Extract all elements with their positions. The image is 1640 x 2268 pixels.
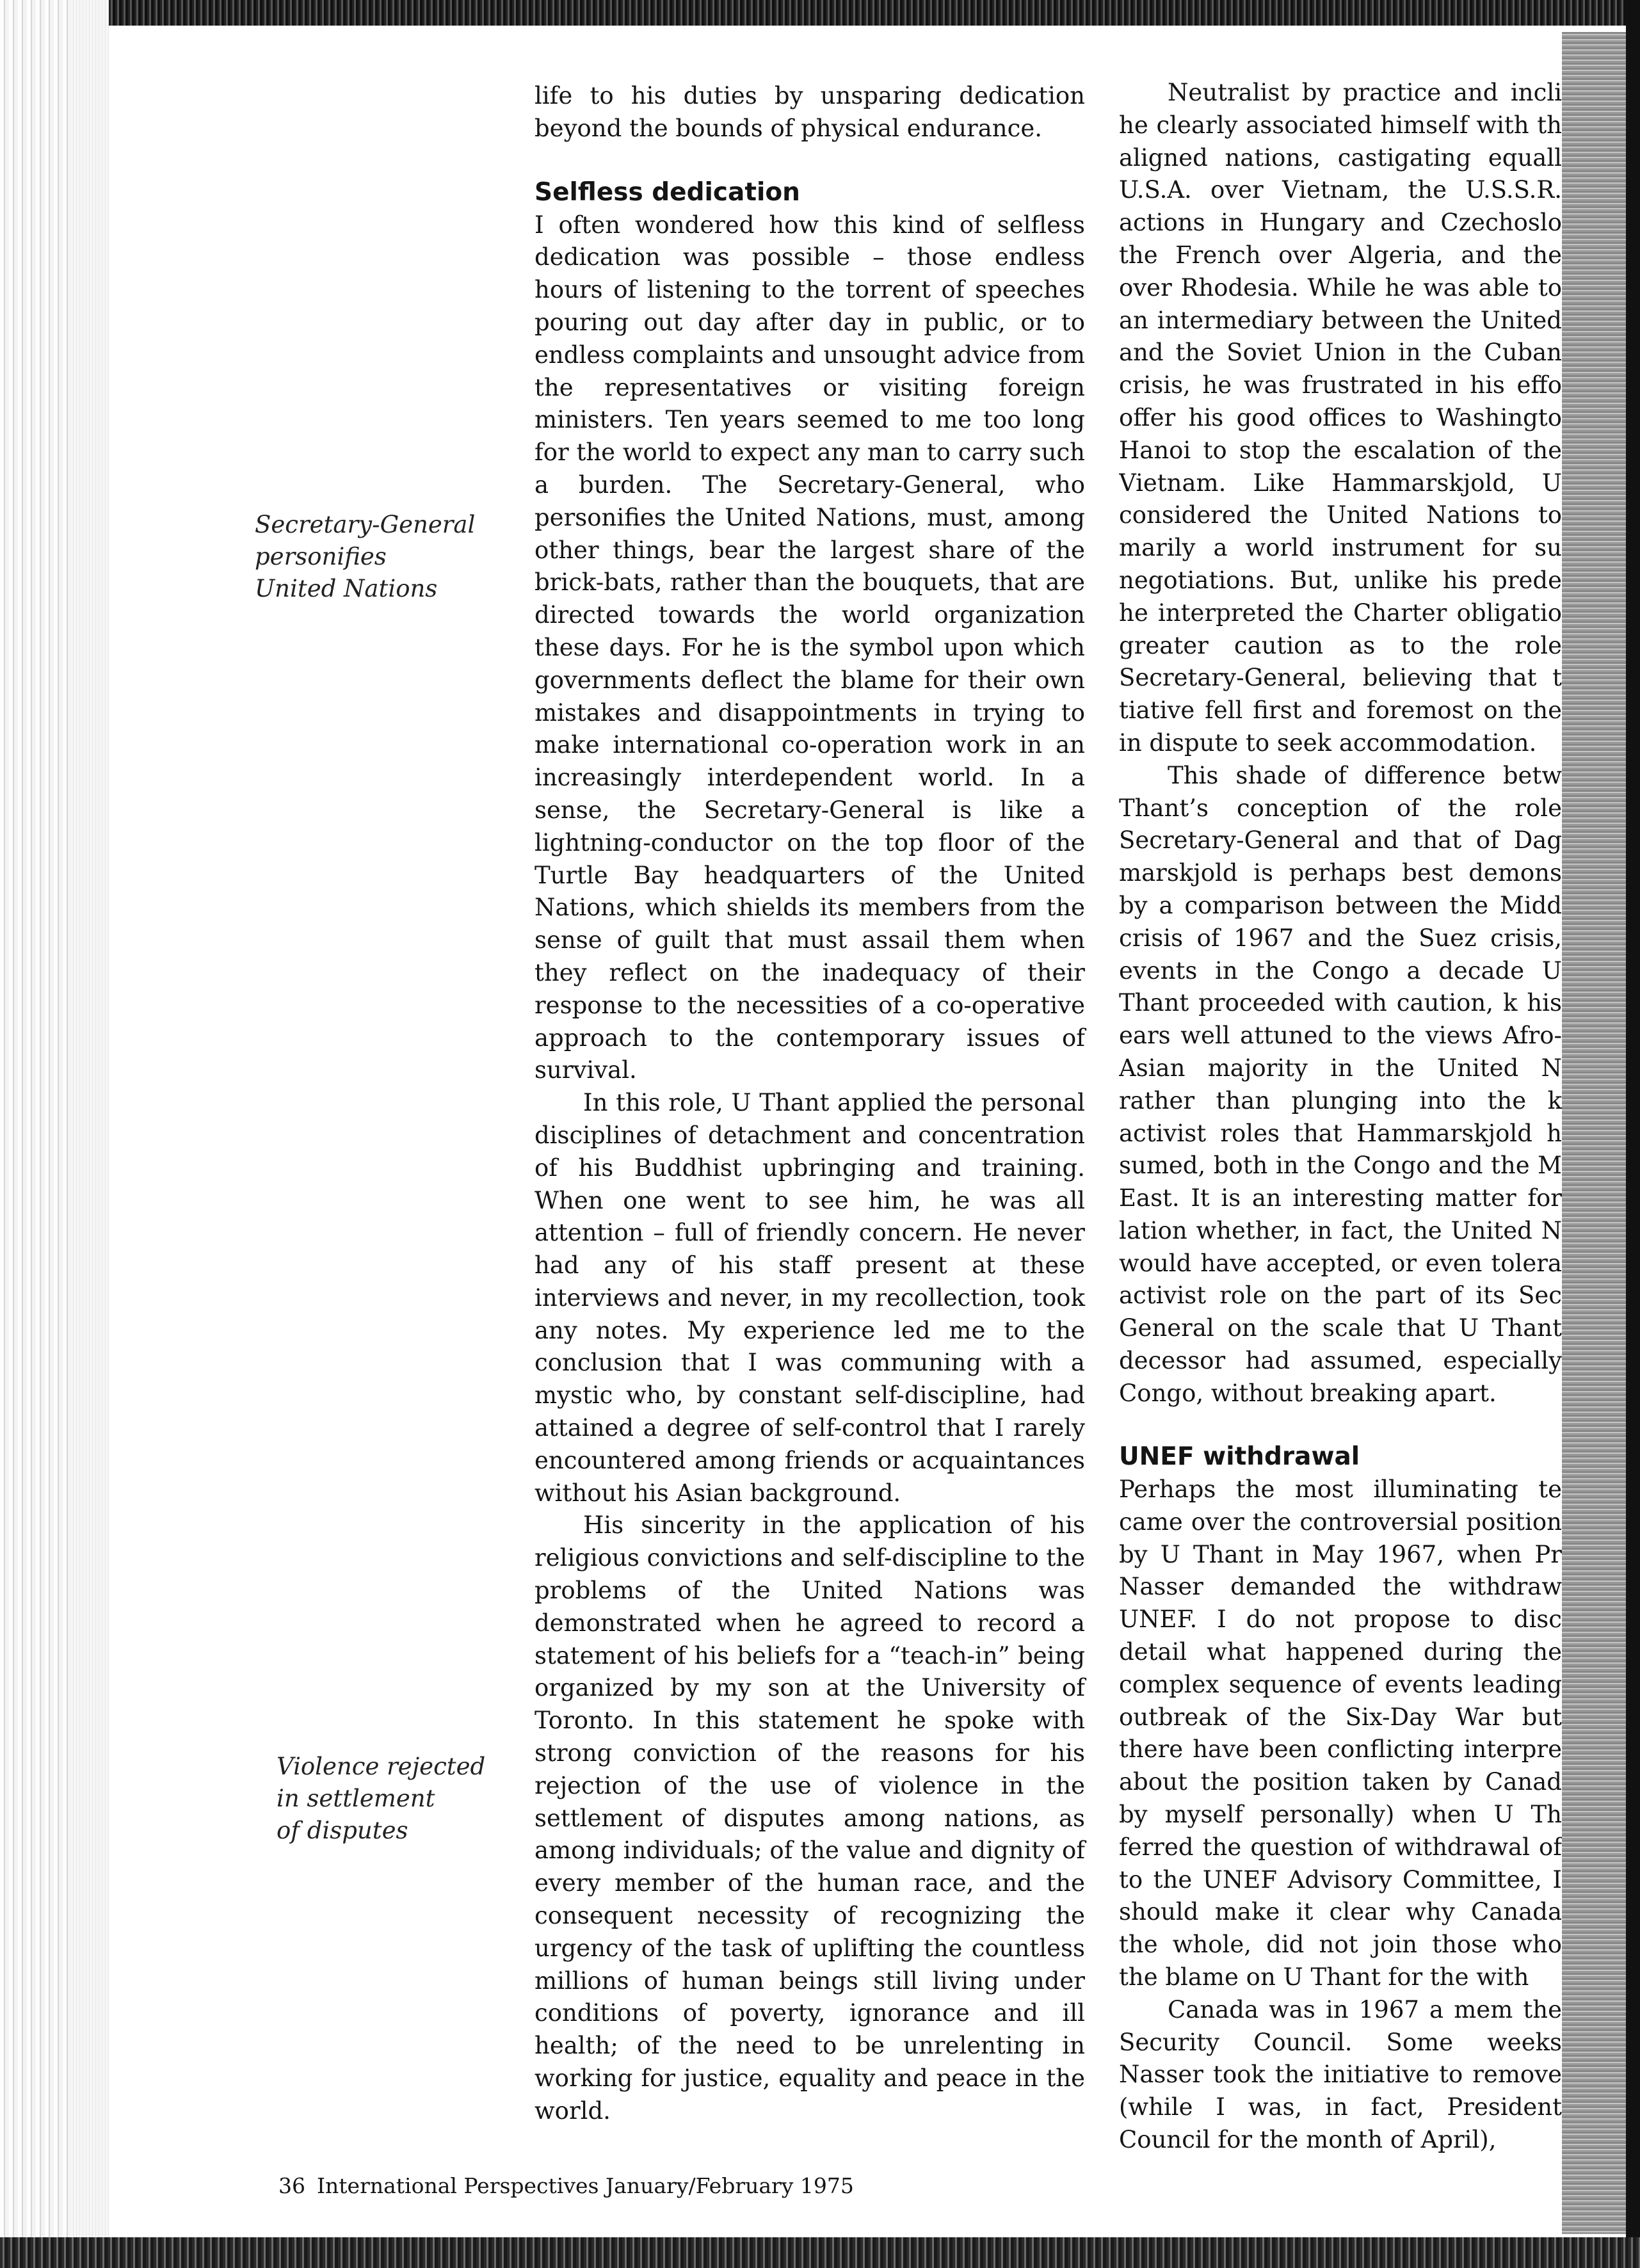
paragraph: Neutralist by practice and incli he clearly associated himself with th aligned nations, castigating equall U.S.A. over Vietnam, the U.S.S.R. actions in Hungary and Czechoslo the French over Algeria, and the over Rhodesia. While he was able to an intermediary between the United and the Soviet Union in the Cuban crisis, he was frustrated in his effo offer his good offices to Washingto Hanoi to stop the escalation of the Vietnam. Like Hammarskjold, U considered the United Nations to marily a world instrument for su negotiations. But, unlike his prede he interpreted the Charter obligatio greater caution as to the role Secretary-General, believing that t tiative fell first and foremost on the in dispute to seek accommodation. — [1119, 79, 1562, 757]
scan-right-edge — [1626, 0, 1640, 2268]
paragraph: Perhaps the most illuminating te came over the controversial position by U Thant in May 1967, when Pr Nasser demanded the withdraw UNEF. I do not propose to disc detail what happened during the complex sequence of events leading outbreak of the Six-Day War but there have been conflicting interpre about the position taken by Canad by myself personally) when U Th ferred the question of withdrawal of to the UNEF Advisory Committee, I should make it clear why Canada the whole, did not join those who the blame on U Thant for the with — [1119, 1476, 1562, 1991]
middle-column — [535, 80, 1085, 2128]
paragraph: This shade of difference betw Thant’s conception of the role Secretary-General and that of Dag marskjold is perhaps best demons by a comparison between the Midd crisis of 1967 and the Suez crisis, events in the Congo a decade U Thant proceeded with caution, k his ears well attuned to the views Afro-Asian majority in the United N rather than plunging into the k activist roles that Hammarskjold h sumed, both in the Congo and the M East. It is an interesting matter for lation whether, in fact, the United N would have accepted, or even tolera activist role on the part of its Sec General on the scale that U Thant decessor had assumed, especially Congo, without breaking apart. — [1119, 761, 1562, 1407]
right-column-continued — [1119, 1440, 1562, 2164]
scan-top-edge — [0, 0, 1640, 26]
scan-left-shadow — [70, 0, 109, 2268]
publication-title: International Perspectives January/February 1975 — [317, 2173, 854, 2198]
scan-bottom-edge — [0, 2237, 1640, 2268]
paragraph: In this role, U Thant applied the personal disciplines of detachment and concentration of his Buddhist upbringing and training. When one went to see him, he was all attention – full of friendly concern. He never had any of his staff present at these interviews and never, in my recollection, took any notes. My experience led me to the conclusion that I was communing with a mystic who, by constant self-discipline, had attained a degree of self-control that I rarely encountered among friends or acquaintances without his Asian background. — [535, 1089, 1085, 1507]
paragraph: Canada was in 1967 a mem the Security Council. Some weeks Nasser took the initiative to remove (while I was, in fact, President Council for the month of April), — [1119, 1995, 1562, 2153]
paragraph: I often wondered how this kind of selfless dedication was possible – those endless hours of listening to the torrent of speeches pouring out day after day in public, or to endless complaints and unsought advice from the representatives or visiting foreign ministers. Ten years seemed to me too long for the world to expect any man to carry such a burden. The Secretary-General, who personifies the United Nations, must, among other things, bear the largest share of the brick-bats, rather than the bouquets, that are directed towards the world organization these days. For he is the symbol upon which governments deflect the blame for their own mistakes and disappointments in trying to make international co-operation work in an increasingly interdependent world. In a sense, the Secretary-General is like a lightning-conductor on the top floor of the Turtle Bay headquarters of the United Nations, which shields its members from the sense of guilt that must assail them when they reflect on the inadequacy of their response to the necessities of a co-operative approach to the contemporary issues of survival. — [535, 211, 1085, 1084]
opening-paragraph: life to his duties by unsparing dedication beyond the bounds of physical endurance. — [535, 82, 1085, 142]
page-footer — [278, 2173, 854, 2198]
right-column — [1119, 77, 1562, 1408]
section-heading-unef-withdrawal: UNEF withdrawal — [1119, 1442, 1360, 1471]
section-heading-selfless-dedication: Selfless dedication — [535, 177, 800, 207]
scan-left-edge — [0, 0, 70, 2268]
margin-note-secretary-general: Secretary-General personifies United Nations — [255, 511, 476, 602]
margin-note-violence-rejected: Violence rejected in settlement of disputes — [277, 1753, 486, 1844]
paragraph: His sincerity in the application of his religious convictions and self-discipline to the problems of the United Nations was demonstrated when he agreed to record a statement of his beliefs for a “teach-in” being organized by my son at the University of Toronto. In this statement he spoke with strong conviction of the reasons for his rejection of the use of violence in the settlement of disputes among nations, as among individuals; of the value and dignity of every member of the human race, and the consequent necessity of recognizing the urgency of the task of uplifting the countless millions of human beings still living under conditions of poverty, ignorance and ill health; of the need to be unrelenting in working for justice, equality and peace in the world. — [535, 1511, 1085, 2125]
page-number: 36 — [278, 2173, 305, 2198]
